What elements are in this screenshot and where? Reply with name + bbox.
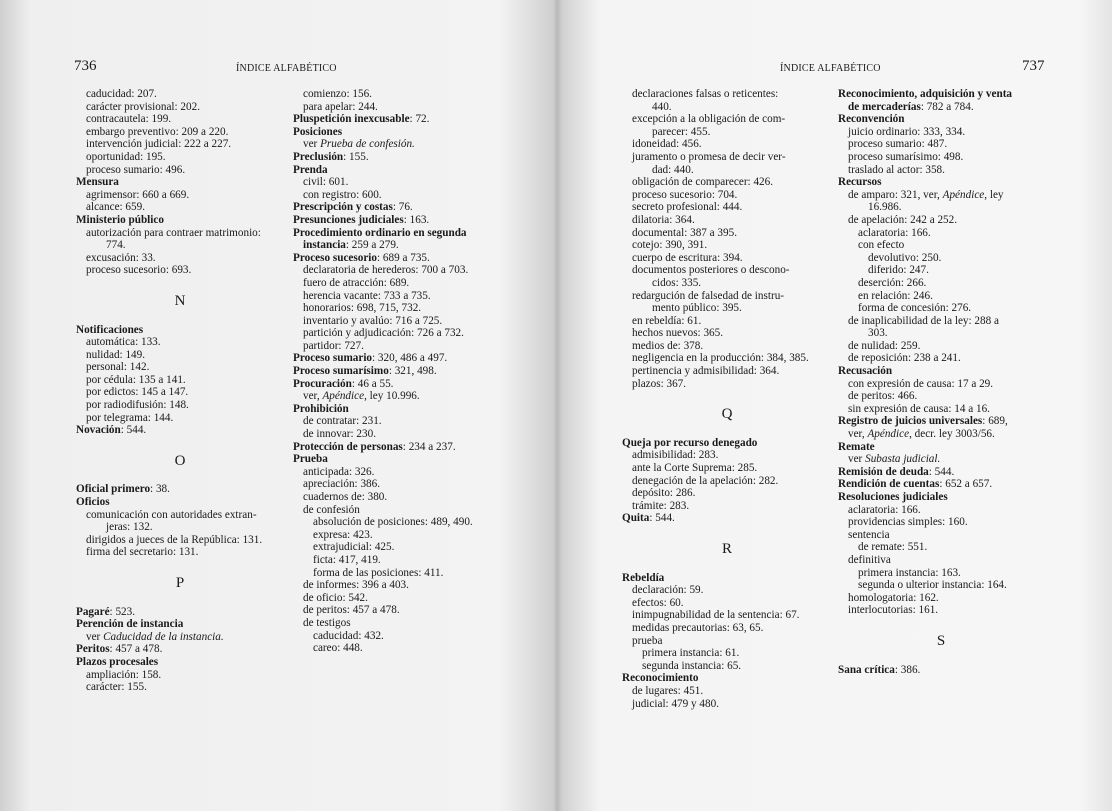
index-subentry: de apelación: 242 a 252. (848, 213, 958, 226)
index-subentry: cuerpo de escritura: 394. (632, 251, 743, 264)
index-heading: Oficios (76, 496, 110, 509)
index-subentry: con registro: 600. (303, 188, 382, 201)
entry-continuation: 774. (106, 239, 126, 252)
index-subentry: sentencia (848, 528, 890, 541)
index-subentry: aclaratoria: 166. (848, 503, 921, 516)
index-heading: Pagaré (76, 605, 110, 618)
index-subentry: civil: 601. (303, 176, 349, 189)
index-subentry: proceso sucesorio: 704. (632, 188, 738, 201)
index-subentry: devolutivo: 250. (868, 251, 942, 264)
index-subentry: intervención judicial: 222 a 227. (86, 138, 232, 151)
index-subentry: inventario y avalúo: 716 a 725. (303, 314, 443, 327)
entry-continuation: 303. (868, 327, 888, 340)
index-heading: Queja por recurso denegado (622, 436, 758, 449)
cross-reference: Apéndice (867, 428, 910, 441)
page-refs: : 457 a 478. (109, 643, 163, 656)
index-subentry (838, 453, 1044, 466)
index-heading-entry (293, 151, 501, 164)
index-heading-entry (293, 365, 501, 378)
index-heading: Remisión de deuda (838, 465, 929, 478)
page-refs: : 155. (343, 150, 369, 163)
index-heading: Ministerio público (76, 213, 164, 226)
index-heading: Posiciones (293, 125, 343, 138)
index-subentry: oportunidad: 195. (86, 150, 166, 163)
index-subentry: personal: 142. (86, 361, 150, 374)
index-subentry: comunicación con autoridades extran- (86, 508, 257, 521)
index-subentry (838, 428, 1044, 441)
page-number: 736 (74, 58, 97, 74)
index-subentry: automática: 133. (86, 336, 161, 349)
index-heading: Sana crítica (838, 663, 895, 676)
index-subentry: trámite: 283. (632, 499, 690, 512)
index-subentry: fuero de atracción: 689. (303, 276, 410, 289)
index-heading: Prueba (293, 453, 328, 466)
index-subentry: redargución de falsedad de instru- (632, 289, 785, 302)
index-subentry: con efecto (858, 239, 905, 252)
page-refs: : 46 a 55. (351, 377, 394, 390)
index-subentry: absolución de posiciones: 489, 490. (313, 516, 473, 529)
index-subentry: documentos posteriores o descono- (632, 264, 790, 277)
index-subentry: inimpugnabilidad de la sentencia: 67. (632, 609, 800, 622)
index-heading: Prenda (293, 163, 328, 176)
index-subentry: ficta: 417, 419. (313, 553, 381, 566)
index-subentry (838, 189, 1044, 202)
index-subentry: depósito: 286. (632, 487, 696, 500)
index-subentry: primera instancia: 163. (858, 566, 961, 579)
index-subentry: de remate: 551. (858, 541, 928, 554)
index-heading: instancia (303, 239, 346, 252)
entry-continuation: parecer: 455. (652, 125, 711, 138)
entry-continuation: dad: 440. (652, 163, 694, 176)
index-subentry: declaraciones falsas o reticentes: (632, 88, 779, 100)
section-letter: S (936, 632, 946, 649)
index-heading: Recusación (838, 365, 893, 378)
entry-text: , ley (984, 188, 1004, 201)
section-letter: R (721, 541, 732, 557)
cross-reference: Prueba de confesión. (320, 138, 415, 151)
entry-text: ver (86, 630, 104, 643)
index-heading-entry (838, 478, 1044, 491)
index-heading-entry (293, 113, 501, 126)
page-refs: : 234 a 237. (402, 440, 456, 453)
index-heading-entry (838, 664, 1044, 677)
index-heading-entry (293, 252, 501, 265)
page-refs: : 321, 498. (388, 365, 437, 378)
index-subentry: de innovar: 230. (303, 428, 377, 441)
index-heading-entry (293, 201, 501, 214)
index-heading: Registro de juicios universales (838, 415, 983, 428)
page-number: 737 (1022, 58, 1045, 74)
section-letter: P (175, 575, 185, 591)
index-subentry: nulidad: 149. (86, 348, 146, 361)
index-subentry: de informes: 396 a 403. (303, 579, 409, 592)
index-heading-continuation (293, 239, 501, 252)
index-subentry: obligación de comparecer: 426. (632, 176, 774, 189)
cross-reference: Apéndice (942, 188, 985, 201)
entry-text: ver (303, 138, 321, 151)
index-heading-entry (76, 606, 284, 619)
index-subentry: caducidad: 207. (86, 88, 157, 100)
index-subentry: apreciación: 386. (303, 478, 381, 491)
index-subentry: firma del secretario: 131. (86, 546, 199, 559)
index-subentry: excepción a la obligación de com- (632, 113, 786, 126)
page-refs: : 72. (409, 113, 430, 126)
index-heading: Pluspetición inexcusable (293, 113, 410, 126)
index-subentry: de contratar: 231. (303, 415, 382, 428)
index-subentry: por telegrama: 144. (86, 411, 174, 424)
index-subentry: proceso sucesorio: 693. (86, 264, 192, 277)
index-subentry: aclaratoria: 166. (858, 226, 931, 239)
index-subentry: diferido: 247. (868, 264, 929, 277)
index-heading-continuation (838, 101, 1044, 114)
index-subentry: denegación de la apelación: 282. (632, 474, 779, 487)
index-heading: Procedimiento ordinario en segunda (293, 226, 467, 239)
index-subentry: cuadernos de: 380. (303, 491, 388, 503)
index-heading-entry (293, 441, 501, 454)
index-heading-entry (838, 415, 1044, 428)
index-subentry: honorarios: 698, 715, 732. (303, 302, 422, 315)
index-subentry: por edictos: 145 a 147. (86, 386, 189, 399)
index-subentry: comienzo: 156. (303, 88, 372, 100)
cross-reference: Apéndice (322, 390, 365, 403)
entry-continuation: 440. (652, 100, 672, 113)
index-subentry: partidor: 727. (303, 339, 364, 352)
entry-text: ver (848, 453, 866, 466)
page-refs: : 38. (150, 483, 170, 496)
index-subentry: de confesión (303, 503, 360, 516)
index-subentry: interlocutorias: 161. (848, 604, 939, 617)
index-subentry: proceso sumario: 487. (848, 138, 948, 151)
index-subentry: segunda instancia: 65. (642, 659, 742, 672)
index-heading: Proceso sumario (293, 352, 373, 365)
index-subentry: judicial: 479 y 480. (632, 697, 720, 710)
index-heading: Reconocimiento (622, 672, 699, 685)
index-heading: Prohibición (293, 402, 349, 415)
index-subentry: carácter: 155. (86, 681, 147, 694)
cross-reference: Caducidad de la instancia. (103, 630, 224, 643)
index-subentry: pertinencia y admisibilidad: 364. (632, 365, 780, 378)
index-subentry: por cédula: 135 a 141. (86, 373, 186, 386)
index-heading: Resoluciones judiciales (838, 491, 948, 503)
index-subentry: efectos: 60. (632, 596, 684, 609)
index-subentry: para apelar: 244. (303, 100, 378, 113)
index-subentry: por radiodifusión: 148. (86, 399, 189, 412)
index-subentry: alcance: 659. (86, 201, 146, 214)
index-subentry (76, 631, 284, 644)
index-subentry: autorización para contraer matrimonio: (86, 226, 261, 239)
index-subentry: embargo preventivo: 209 a 220. (86, 125, 229, 138)
index-subentry: extrajudicial: 425. (313, 541, 395, 554)
index-subentry: homologatoria: 162. (848, 591, 939, 604)
index-subentry (293, 390, 501, 403)
index-heading: Protección de personas (293, 440, 403, 453)
page-refs: : 523. (109, 605, 136, 618)
index-heading: Perención de instancia (76, 618, 184, 631)
index-subentry: segunda o ulterior instancia: 164. (858, 579, 1007, 592)
running-head: ÍNDICE ALFABÉTICO (236, 63, 337, 74)
index-heading: Notificaciones (76, 323, 144, 336)
page-refs: : 259 a 279. (345, 239, 399, 252)
index-subentry: negligencia en la producción: 384, 385. (632, 352, 809, 365)
index-subentry: carácter provisional: 202. (86, 100, 201, 113)
index-column (76, 88, 284, 694)
index-subentry: contracautela: 199. (86, 113, 172, 126)
page-refs: : 163. (403, 213, 430, 226)
index-heading: Plazos procesales (76, 655, 159, 668)
index-heading: de mercaderías (848, 100, 921, 113)
section-letter: Q (721, 406, 733, 423)
index-subentry: medios de: 378. (632, 339, 704, 352)
entry-continuation: jeras: 132. (106, 521, 153, 534)
index-subentry: anticipada: 326. (303, 465, 375, 478)
page-refs: : 782 a 784. (920, 100, 974, 113)
page-refs: : 386. (894, 663, 921, 676)
index-subentry: documental: 387 a 395. (632, 226, 738, 239)
entry-continuation: 16.986. (868, 201, 902, 214)
index-heading: Oficial primero (76, 483, 151, 496)
index-subentry: de oficio: 542. (303, 591, 368, 604)
cross-reference: Subasta judicial. (865, 453, 941, 466)
index-subentry: admisibilidad: 283. (632, 449, 719, 462)
index-heading: Mensura (76, 176, 119, 189)
index-heading-entry (76, 643, 284, 656)
index-heading: Reconvención (838, 113, 905, 126)
index-subentry: herencia vacante: 733 a 735. (303, 289, 431, 302)
index-heading-entry (622, 512, 832, 525)
index-heading-entry (293, 352, 501, 365)
index-heading: Presunciones judiciales (293, 213, 404, 226)
index-heading: Rebeldía (622, 571, 665, 584)
entry-text: , ley 10.996. (364, 390, 420, 403)
index-heading: Proceso sucesorio (293, 251, 377, 264)
index-heading: Reconocimiento, adquisición y venta (838, 88, 1013, 100)
index-heading: Peritos (76, 643, 110, 656)
entry-continuation: cidos: 335. (652, 276, 702, 289)
index-subentry: de nulidad: 259. (848, 339, 921, 352)
index-heading: Remate (838, 440, 875, 453)
index-subentry: prueba (632, 634, 663, 647)
index-subentry: dilatoria: 364. (632, 213, 695, 226)
entry-text: ver, (848, 428, 868, 441)
index-subentry: deserción: 266. (858, 276, 927, 289)
index-heading: Procuración (293, 377, 352, 390)
index-heading: Recursos (838, 176, 882, 189)
index-subentry: hechos nuevos: 365. (632, 327, 724, 340)
index-column (838, 88, 1044, 676)
index-column (622, 88, 832, 710)
right-page (556, 0, 1112, 811)
index-heading-entry (76, 483, 284, 496)
index-subentry: secreto profesional: 444. (632, 201, 743, 214)
index-subentry: dirigidos a jueces de la República: 131. (86, 533, 263, 546)
section-letter: O (174, 452, 186, 469)
index-subentry: de reposición: 238 a 241. (848, 352, 961, 365)
index-subentry: partición y adjudicación: 726 a 732. (303, 327, 464, 340)
section-letter: N (174, 292, 186, 309)
index-subentry: cotejo: 390, 391. (632, 239, 708, 252)
page-refs: : 76. (392, 201, 413, 214)
index-subentry: excusación: 33. (86, 251, 156, 264)
index-subentry: ampliación: 158. (86, 668, 162, 681)
index-subentry: agrimensor: 660 a 669. (86, 188, 190, 201)
index-subentry: expresa: 423. (313, 528, 373, 541)
index-heading: Novación (76, 424, 121, 437)
index-subentry: de peritos: 457 a 478. (303, 604, 400, 617)
index-subentry: en rebeldía: 61. (632, 314, 702, 327)
index-subentry: definitiva (848, 553, 891, 566)
index-subentry: de testigos (303, 616, 351, 629)
index-subentry: forma de las posiciones: 411. (313, 566, 444, 579)
index-subentry: careo: 448. (313, 642, 363, 655)
index-heading: Quita (622, 512, 650, 525)
index-column (293, 88, 501, 655)
index-subentry (293, 138, 501, 151)
index-heading: Prescripción y costas (293, 201, 393, 214)
index-subentry: primera instancia: 61. (642, 647, 740, 660)
index-subentry: forma de concesión: 276. (858, 302, 972, 315)
index-heading-entry (838, 466, 1044, 479)
index-subentry: idoneidad: 456. (632, 138, 702, 151)
page-refs: : 544. (120, 424, 147, 437)
index-subentry: caducidad: 432. (313, 629, 384, 642)
index-subentry: providencias simples: 160. (848, 516, 968, 529)
running-head: ÍNDICE ALFABÉTICO (780, 63, 881, 74)
entry-text: ver, (303, 390, 323, 403)
index-subentry: plazos: 367. (632, 377, 687, 390)
page-refs: : 652 a 657. (939, 478, 993, 491)
page-refs: : 689 a 735. (377, 251, 430, 264)
index-subentry: proceso sumario: 496. (86, 163, 186, 176)
index-subentry: en relación: 246. (858, 289, 933, 302)
index-subentry: declaración: 59. (632, 584, 704, 597)
entry-continuation: mento público: 395. (652, 302, 742, 315)
page-refs: : 544. (928, 465, 955, 478)
index-subentry: medidas precautorias: 63, 65. (632, 621, 764, 634)
index-heading: Proceso sumarísimo (293, 365, 389, 378)
entry-text: de amparo: 321, ver, (848, 188, 943, 201)
index-heading: Preclusión (293, 150, 344, 163)
index-subentry: con expresión de causa: 17 a 29. (848, 377, 994, 390)
index-subentry: juramento o promesa de decir ver- (632, 150, 786, 163)
index-heading-entry (293, 378, 501, 391)
index-subentry: de peritos: 466. (848, 390, 918, 403)
page-refs: : 320, 486 a 497. (372, 352, 448, 365)
entry-text: , decr. ley 3003/56. (909, 428, 995, 441)
index-subentry: de lugares: 451. (632, 684, 704, 697)
index-heading-entry (76, 424, 284, 437)
page-refs: : 689, (982, 415, 1008, 428)
index-subentry: sin expresión de causa: 14 a 16. (848, 402, 990, 415)
page-refs: : 544. (649, 512, 675, 525)
index-heading: Rendición de cuentas (838, 478, 940, 491)
index-subentry: proceso sumarísimo: 498. (848, 150, 964, 163)
index-subentry: declaratoria de herederos: 700 a 703. (303, 264, 469, 277)
index-subentry: de inaplicabilidad de la ley: 288 a (848, 314, 999, 327)
index-subentry: ante la Corte Suprema: 285. (632, 462, 758, 475)
index-heading-entry (293, 214, 501, 227)
index-subentry: traslado al actor: 358. (848, 163, 945, 176)
index-subentry: juicio ordinario: 333, 334. (848, 125, 966, 138)
